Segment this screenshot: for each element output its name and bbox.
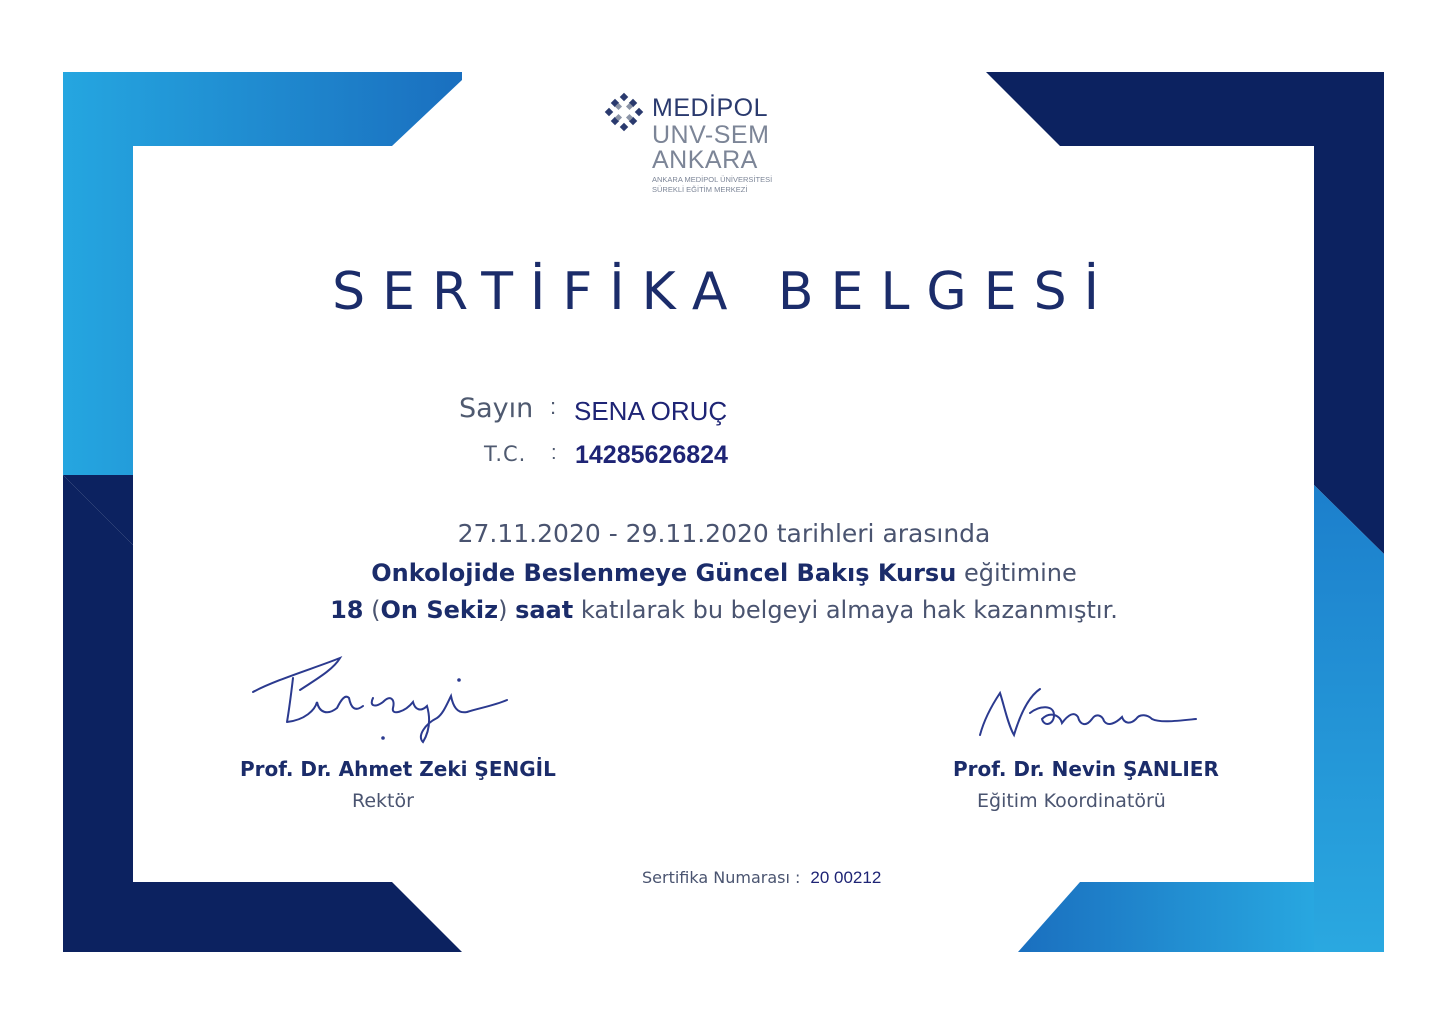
paren-close: ) <box>498 596 516 624</box>
hours-words: On Sekiz <box>380 596 499 624</box>
logo-line-3: ANKARA <box>652 146 758 174</box>
recipient-name: SENA ORUÇ <box>574 396 728 426</box>
frame-right-lower <box>1314 485 1384 952</box>
certificate-title: SERTİFİKA BELGESİ <box>332 262 1116 322</box>
signatory-role-coordinator: Eğitim Koordinatörü <box>977 790 1166 812</box>
recipient-tc-colon: : <box>551 442 557 464</box>
body-date-range: 27.11.2020 - 29.11.2020 tarihleri arasında <box>457 519 991 548</box>
logo-subtitle-1: ANKARA MEDİPOL ÜNİVERSİTESİ <box>652 175 773 184</box>
logo-line-1: MEDİPOL <box>652 94 769 122</box>
logo-subtitle-2: SÜREKLİ EĞİTİM MERKEZİ <box>652 185 748 194</box>
medipol-logo-icon <box>604 92 644 132</box>
coordinator-signature <box>970 675 1205 750</box>
medipol-logo <box>604 92 814 202</box>
signatory-name-coordinator: Prof. Dr. Nevin ŞANLIER <box>953 757 1219 781</box>
course-suffix: eğitimine <box>956 559 1077 587</box>
rector-signature <box>245 650 515 750</box>
recipient-name-label: Sayın <box>459 393 534 424</box>
signatory-role-rector: Rektör <box>352 790 414 812</box>
paren-open: ( <box>363 596 381 624</box>
recipient-tc-label: T.C. <box>484 442 527 466</box>
logo-line-2: UNV-SEM <box>652 121 770 149</box>
hours-suffix: katılarak bu belgeyi almaya hak kazanmıştır. <box>573 596 1118 624</box>
frame-bottom-right <box>1018 882 1314 952</box>
certificate-number-value: 20 00212 <box>810 868 882 887</box>
hours-unit: saat <box>515 596 574 624</box>
body-course-line <box>0 559 1448 587</box>
certificate-number <box>642 868 881 888</box>
course-name: Onkolojide Beslenmeye Güncel Bakış Kursu <box>371 559 957 587</box>
certificate-number-label: Sertifika Numarası : <box>642 868 801 887</box>
signatory-name-rector: Prof. Dr. Ahmet Zeki ŞENGİL <box>240 757 556 781</box>
recipient-tc-number: 14285626824 <box>575 441 728 469</box>
body-hours-line <box>0 596 1448 624</box>
recipient-name-colon: : <box>550 394 557 419</box>
hours-number: 18 <box>330 596 364 624</box>
